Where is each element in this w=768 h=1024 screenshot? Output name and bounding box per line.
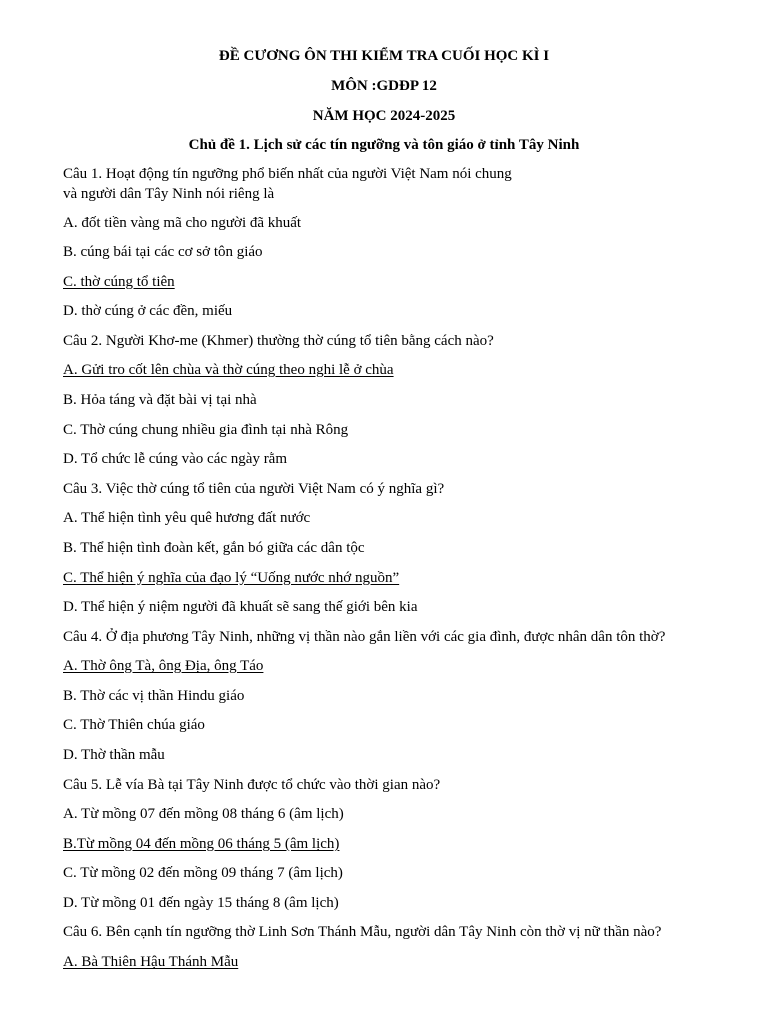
question-3-option-d: D. Thể hiện ý niệm người đã khuất sẽ sang thế giới bên kia bbox=[63, 599, 418, 615]
question-3-option-a: A. Thể hiện tình yêu quê hương đất nước bbox=[63, 510, 311, 526]
question-5-option-a: A. Từ mồng 07 đến mồng 08 tháng 6 (âm lịch) bbox=[63, 806, 344, 822]
question-1-option-a: A. đốt tiền vàng mã cho người đã khuất bbox=[63, 215, 302, 231]
subject-line: MÔN :GDĐP 12 bbox=[331, 78, 437, 94]
question-1-text: Câu 1. Hoạt động tín ngưỡng phổ biến nhất của người Việt Nam nói chung bbox=[63, 166, 512, 182]
question-5-option-b-correct: B.Từ mồng 04 đến mồng 06 tháng 5 (âm lịch) bbox=[63, 836, 340, 852]
question-4-option-c: C. Thờ Thiên chúa giáo bbox=[63, 717, 205, 733]
question-5-option-d: D. Từ mồng 01 đến ngày 15 tháng 8 (âm lịch) bbox=[63, 895, 339, 911]
question-4-option-b: B. Thờ các vị thần Hindu giáo bbox=[63, 688, 245, 704]
question-1-option-b: B. cúng bái tại các cơ sở tôn giáo bbox=[63, 244, 263, 260]
topic-heading: Chủ đề 1. Lịch sử các tín ngưỡng và tôn giáo ở tỉnh Tây Ninh bbox=[188, 137, 580, 153]
school-year-line: NĂM HỌC 2024-2025 bbox=[312, 108, 456, 124]
question-5-option-c: C. Từ mồng 02 đến mồng 09 tháng 7 (âm lịch) bbox=[63, 865, 343, 881]
question-1-option-d: D. thờ cúng ở các đền, miếu bbox=[63, 303, 233, 319]
question-4-text: Câu 4. Ở địa phương Tây Ninh, những vị thần nào gắn liền với các gia đình, được nhân dân tôn thờ? bbox=[63, 629, 666, 645]
question-2-option-b: B. Hỏa táng và đặt bài vị tại nhà bbox=[63, 392, 257, 408]
question-3-text: Câu 3. Việc thờ cúng tổ tiên của người Việt Nam có ý nghĩa gì? bbox=[63, 481, 445, 497]
question-2-option-d: D. Tổ chức lễ cúng vào các ngày rằm bbox=[63, 451, 288, 467]
question-1-text-cont: và người dân Tây Ninh nói riêng là bbox=[63, 186, 275, 202]
question-1-option-c-correct: C. thờ cúng tổ tiên bbox=[63, 274, 175, 290]
document-title: ĐỀ CƯƠNG ÔN THI KIỂM TRA CUỐI HỌC KÌ I bbox=[218, 48, 550, 64]
question-4-option-d: D. Thờ thần mẫu bbox=[63, 747, 165, 763]
question-2-option-c: C. Thờ cúng chung nhiều gia đình tại nhà Rông bbox=[63, 422, 349, 438]
question-6-option-a-correct: A. Bà Thiên Hậu Thánh Mẫu bbox=[63, 954, 239, 970]
question-6-text: Câu 6. Bên cạnh tín ngưỡng thờ Linh Sơn Thánh Mẫu, người dân Tây Ninh còn thờ vị nữ thần nào? bbox=[63, 924, 662, 940]
question-3-option-b: B. Thể hiện tình đoàn kết, gắn bó giữa các dân tộc bbox=[63, 540, 365, 556]
question-3-option-c-correct: C. Thể hiện ý nghĩa của đạo lý “Uống nước nhớ nguồn” bbox=[63, 570, 400, 586]
question-5-text: Câu 5. Lễ vía Bà tại Tây Ninh được tổ chức vào thời gian nào? bbox=[63, 777, 441, 793]
question-4-option-a-correct: A. Thờ ông Tà, ông Địa, ông Táo bbox=[63, 658, 264, 674]
question-2-text: Câu 2. Người Khơ-me (Khmer) thường thờ cúng tổ tiên bằng cách nào? bbox=[63, 333, 494, 349]
question-2-option-a-correct: A. Gửi tro cốt lên chùa và thờ cúng theo nghi lễ ở chùa bbox=[63, 362, 394, 378]
